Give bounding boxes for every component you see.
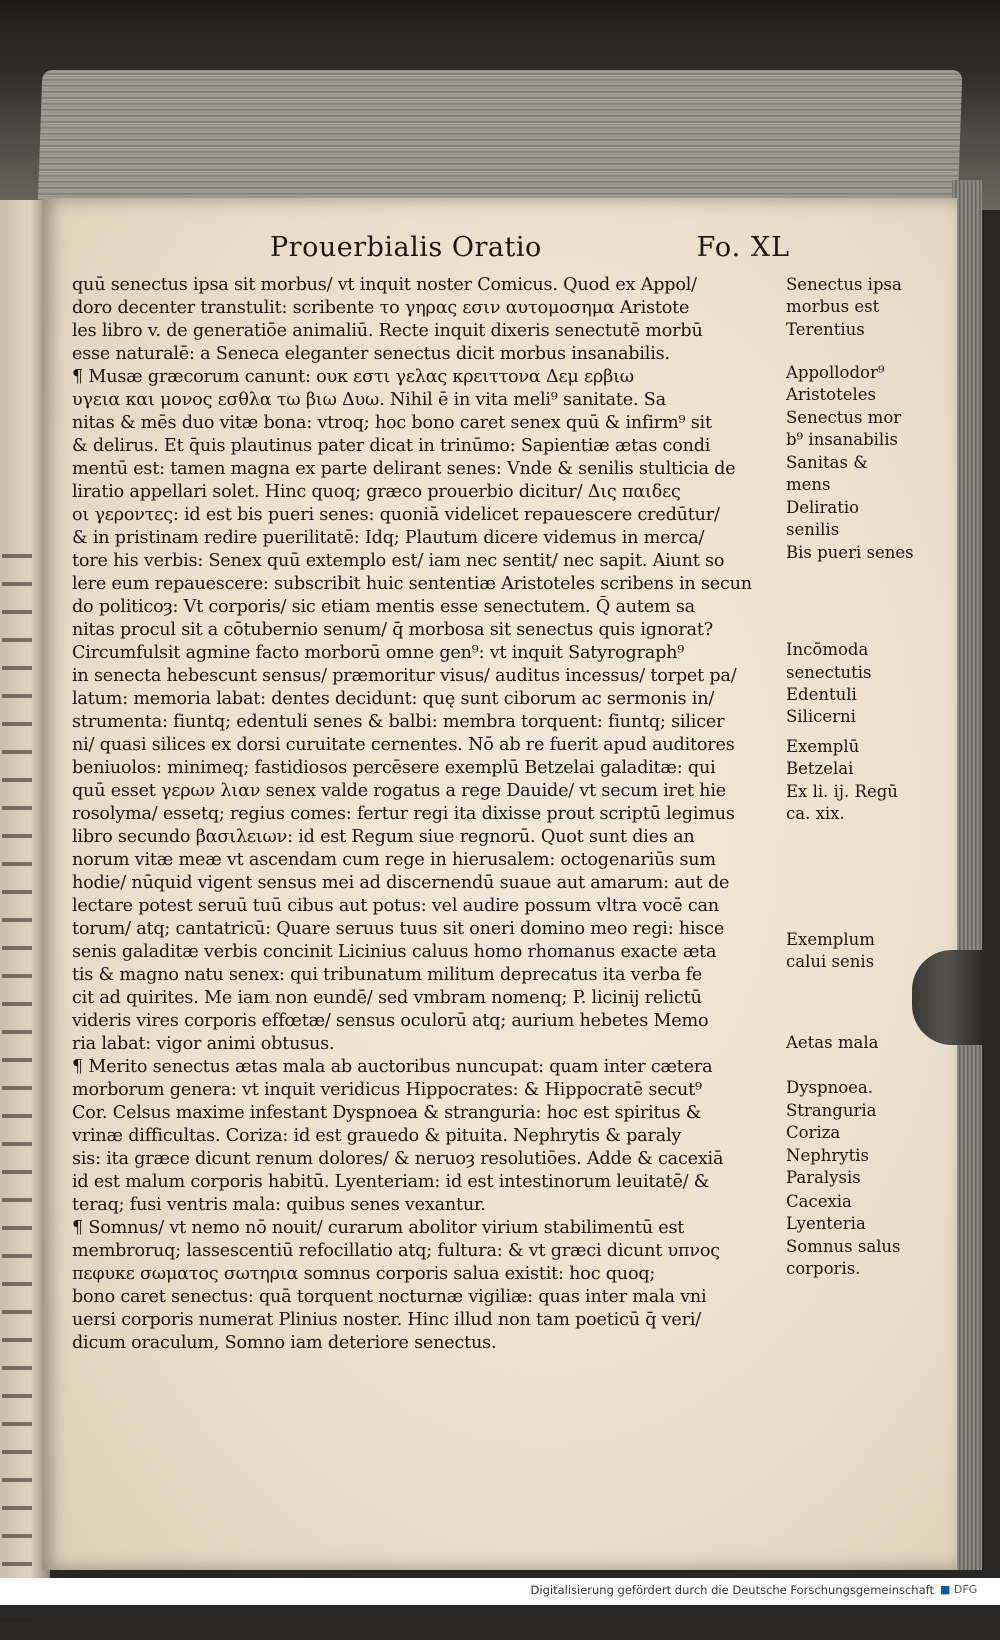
margin-note: Exemplū	[786, 737, 860, 756]
text-line: morborum genera: vt inquit veridicus Hippocrates: & Hippocratē secut⁹	[72, 1080, 702, 1100]
margin-note: Coriza	[786, 1123, 841, 1142]
text-line: ¶ Somnus/ vt nemo nō nouit/ curarum abolitor virium stabilimentū est	[72, 1218, 685, 1238]
margin-note: Sanitas &	[786, 453, 868, 472]
text-line: beniuolos: minimeq; fastidiosos percēsere exemplū Betzelai galaditæ: qui	[72, 758, 716, 778]
margin-note: Senectus mor	[786, 408, 902, 427]
text-line: ria labat: vigor animi obtusus.	[72, 1034, 335, 1054]
text-line: tore his verbis: Senex quū extemplo est/ iam nec sentit/ nec sapit. Aiunt so	[72, 551, 725, 571]
margin-note: b⁹ insanabilis	[786, 430, 898, 449]
text-line: strumenta: fiuntq; edentuli senes & balbi: membra torquent: fiuntq; silicer	[72, 712, 725, 732]
margin-note: Ex li. ij. Regū	[786, 782, 898, 801]
margin-note: Cacexia	[786, 1192, 852, 1211]
text-line: bono caret senectus: quā torquent nocturnæ vigiliæ: quas inter mala vni	[72, 1287, 707, 1307]
bookmark-ribbon	[912, 950, 982, 1045]
margin-note: senilis	[786, 520, 840, 539]
body-text	[72, 274, 787, 1355]
text-line: οι γεροντες: id est bis pueri senes: quoniā videlicet repauescere credūtur/	[72, 505, 720, 525]
dfg-logo-mark: ■	[940, 1583, 951, 1596]
text-line: nitas procul sit a cōtubernio senum/ q̄ morbosa sit senectus quis ignorat?	[72, 620, 713, 640]
text-line: esse naturalē: a Seneca eleganter senectus dicit morbus insanabilis.	[72, 344, 670, 364]
folio-number: Fo. XL	[696, 232, 790, 263]
text-line: rosolyma/ essetq; regius comes: fertur regi ita dixisse prout scriptū legimus	[72, 804, 735, 824]
margin-note: ca. xix.	[786, 804, 845, 823]
margin-note: calui senis	[786, 952, 875, 971]
text-line: teraq; fusi ventris mala: quibus senes vexantur.	[72, 1195, 486, 1215]
text-line: latum: memoria labat: dentes decidunt: quę sunt ciborum ac sermonis in/	[72, 689, 715, 709]
text-line: Cor. Celsus maxime infestant Dyspnoea & stranguria: hoc est spiritus &	[72, 1103, 702, 1123]
text-line: quū esset γερων λιαν senex valde rogatus a rege Dauide/ vt secum iret hie	[72, 781, 726, 801]
margin-note: senectutis	[786, 663, 872, 682]
text-line: ni/ quasi silices ex dorsi curuitate cernentes. Nō ab re fuerit apud auditores	[72, 735, 735, 755]
margin-note: Aristoteles	[786, 385, 877, 404]
text-line: in senecta hebescunt sensus/ præmoritur visus/ auditus incessus/ torpet pa/	[72, 666, 737, 686]
text-line: nitas & mēs duo vitæ bona: vtroq; hoc bono caret senex quū & infirm⁹ sit	[72, 413, 712, 433]
text-line: doro decenter transtulit: scribente το γηρας εσιν αυτομοσημα Aristote	[72, 298, 690, 318]
text-line: liratio appellari solet. Hinc quoq; græco prouerbio dicitur/ Δις παιδες	[72, 482, 681, 502]
margin-note: Stranguria	[786, 1101, 877, 1120]
margin-note: corporis.	[786, 1259, 861, 1278]
margin-note: Deliratio	[786, 498, 860, 517]
margin-note: Lyenteria	[786, 1214, 866, 1233]
margin-note: Paralysis	[786, 1168, 861, 1187]
margin-note: Incōmoda	[786, 640, 869, 659]
facing-page-text	[2, 540, 32, 1640]
text-line: Circumfulsit agmine facto morborū omne gen⁹: vt inquit Satyrograph⁹	[72, 643, 685, 663]
text-line: & delirus. Et q̄uis plautinus pater dicat in trinūmo: Sapientiæ ætas condi	[72, 436, 711, 456]
text-line: cit ad quirites. Me iam non eundē/ sed vmbram nomenq; P. licinij relictū	[72, 988, 702, 1008]
text-line: υγεια και μονος εσθλα τω βιω Δυω. Nihil ē in vita meli⁹ sanitate. Sa	[72, 390, 666, 410]
margin-note: Dyspnoea.	[786, 1078, 873, 1097]
text-line: mentū est: tamen magna ex parte delirant senes: Vnde & senilis stulticia de	[72, 459, 736, 479]
margin-note: Aetas mala	[786, 1033, 879, 1052]
margin-note: Exemplum	[786, 930, 875, 949]
dfg-logo-text: DFG	[953, 1583, 978, 1596]
text-line: videris vires corporis effœtæ/ sensus oculorū atq; aurium hebetes Memo	[72, 1011, 709, 1031]
text-line: lere eum repauescere: subscribit huic sententiæ Aristoteles scribens in secun	[72, 574, 752, 594]
text-line: torum/ atq; cantatricū: Quare seruus tuus sit oneri domino meo regi: hisce	[72, 919, 725, 939]
text-line: quū senectus ipsa sit morbus/ vt inquit noster Comicus. Quod ex Appol/	[72, 275, 697, 295]
margin-note: Edentuli	[786, 685, 857, 704]
dfg-logo	[940, 1583, 990, 1599]
text-line: uersi corporis numerat Plinius noster. Hinc illud non tam poeticū q̄ veri/	[72, 1310, 701, 1330]
text-line: lectare potest seruū tuū cibus aut potus: vel audire possum vltra vocē can	[72, 896, 719, 916]
footer-bar	[0, 1578, 1000, 1605]
text-line: id est malum corporis habitū. Lyenteriam: id est intestinorum leuitatē/ &	[72, 1172, 710, 1192]
text-line: hodie/ nūquid vigent sensus mei ad discernendū suaue aut amarum: aut de	[72, 873, 730, 893]
running-head-title: Prouerbialis Oratio	[270, 232, 542, 263]
margin-note: Nephrytis	[786, 1146, 869, 1165]
margin-note: morbus est	[786, 297, 880, 316]
text-line: tis & magno natu senex: qui tribunatum militum deprecatus ita verba fe	[72, 965, 703, 985]
margin-note: Silicerni	[786, 707, 856, 726]
text-line: ¶ Musæ græcorum canunt: ουκ εστι γελας κρειττονα Δεμ ερβιω	[72, 367, 634, 387]
text-line: norum vitæ meæ vt ascendam cum rege in hierusalem: octogenariūs sum	[72, 850, 716, 870]
margin-note: Bis pueri senes	[786, 543, 914, 562]
margin-note: Terentius	[786, 320, 865, 339]
text-line: πεφυκε σωματος σωτηρια somnus corporis salua existit: hoc quoq;	[72, 1264, 656, 1284]
text-line: sis: ita græce dicunt renum dolores/ & neruoȝ resolutiōes. Adde & cacexiā	[72, 1149, 724, 1169]
margin-note: Somnus salus	[786, 1237, 901, 1256]
margin-note: Appollodor⁹	[786, 363, 885, 382]
margin-note: mens	[786, 475, 831, 494]
margin-note: Betzelai	[786, 759, 854, 778]
footer-credit: Digitalisierung gefördert durch die Deutsche Forschungsgemeinschaft	[530, 1583, 934, 1597]
running-head	[270, 232, 790, 272]
text-line: & in pristinam redire puerilitatē: Idq; Plautum dicere videmus in merca/	[72, 528, 705, 548]
text-line: les libro v. de generatiōe animaliū. Recte inquit dixeris senectutē morbū	[72, 321, 703, 341]
text-line: dicum oraculum, Somno iam deteriore senectus.	[72, 1333, 497, 1353]
text-line: vrinæ difficultas. Coriza: id est grauedo & pituita. Nephrytis & paraly	[72, 1126, 682, 1146]
text-line: do politicoȝ: Vt corporis/ sic etiam mentis esse senectutem. Q̄ autem sa	[72, 597, 695, 617]
text-line: libro secundo βασιλειων: id est Regum siue regnorū. Quot sunt dies an	[72, 827, 695, 847]
text-line: ¶ Merito senectus ætas mala ab auctoribus nuncupat: quam inter cætera	[72, 1057, 713, 1077]
margin-note: Senectus ipsa	[786, 275, 902, 294]
page-block-edges	[38, 70, 963, 210]
text-line: senis galaditæ verbis concinit Licinius caluus homo rhomanus exacte æta	[72, 942, 717, 962]
text-line: membroruq; lassescentiū refocillatio atq; fultura: & vt græci dicunt υπνος	[72, 1241, 720, 1261]
